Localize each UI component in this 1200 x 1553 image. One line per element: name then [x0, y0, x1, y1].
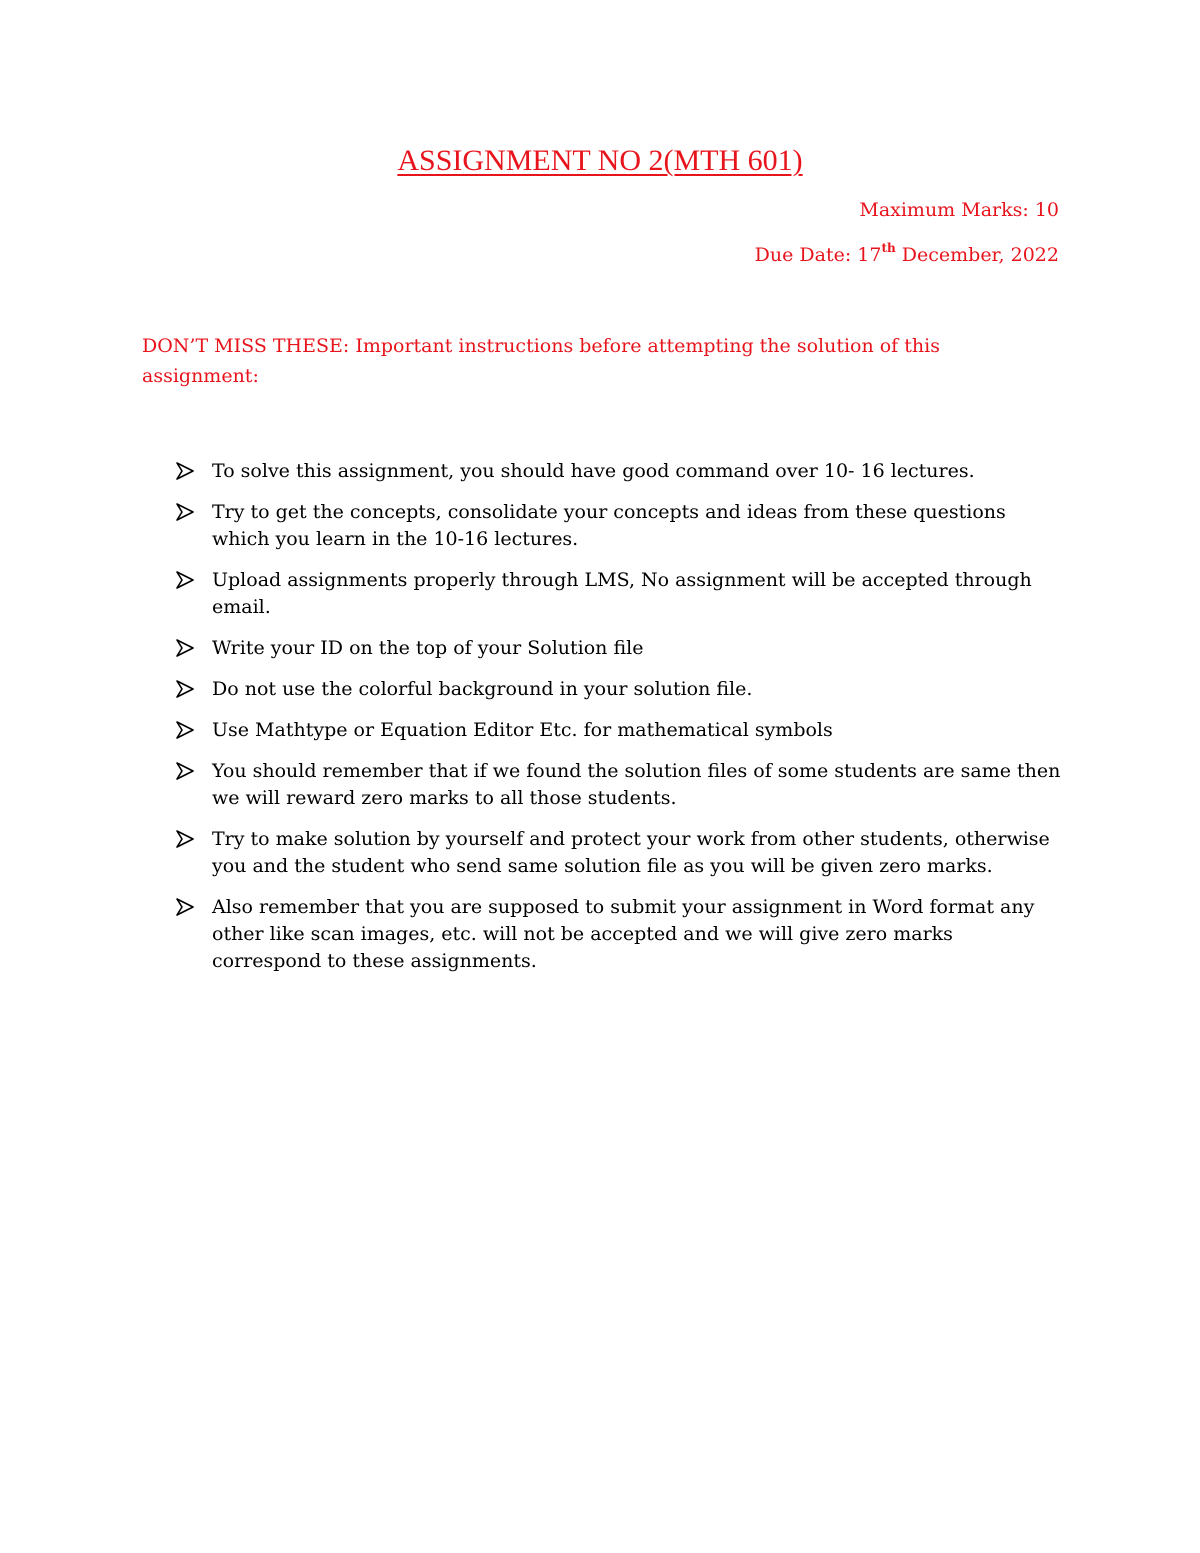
instruction-text: Write your ID on the top of your Solution file	[212, 637, 644, 659]
instruction-item	[142, 499, 1062, 553]
due-date	[755, 242, 1059, 268]
arrowhead-bullet-icon	[176, 680, 194, 698]
arrowhead-bullet-icon	[176, 762, 194, 780]
instruction-text: Try to make solution by yourself and protect your work from other students, otherwise you and the student who send same solution file as you will be given zero marks.	[212, 828, 1050, 877]
instruction-text: You should remember that if we found the solution files of some students are same then we will reward zero marks to all those students.	[212, 760, 1061, 809]
instruction-item	[142, 758, 1062, 812]
instruction-item	[142, 894, 1062, 975]
instruction-item	[142, 826, 1062, 880]
due-date-superscript: th	[881, 241, 896, 255]
important-notice: DON’T MISS THESE: Important instructions before attempting the solution of this assignment:	[142, 335, 940, 387]
instruction-item	[142, 676, 1062, 703]
arrowhead-bullet-icon	[176, 898, 194, 916]
due-date-prefix: Due Date: 17	[754, 244, 882, 266]
instruction-list	[142, 458, 1062, 989]
instruction-text: Try to get the concepts, consolidate your concepts and ideas from these questions which you learn in the 10-16 lectures.	[212, 501, 1006, 550]
arrowhead-bullet-icon	[176, 462, 194, 480]
instruction-text: Upload assignments properly through LMS, No assignment will be accepted through email.	[212, 569, 1032, 618]
instruction-item	[142, 717, 1062, 744]
instruction-item	[142, 458, 1062, 485]
arrowhead-bullet-icon	[176, 639, 194, 657]
arrowhead-bullet-icon	[176, 830, 194, 848]
instruction-text: Use Mathtype or Equation Editor Etc. for mathematical symbols	[212, 719, 833, 741]
instruction-text: Do not use the colorful background in your solution file.	[212, 678, 753, 700]
assignment-title: ASSIGNMENT NO 2(MTH 601)	[397, 144, 803, 177]
arrowhead-bullet-icon	[176, 721, 194, 739]
arrowhead-bullet-icon	[176, 571, 194, 589]
instruction-text: To solve this assignment, you should have good command over 10- 16 lectures.	[212, 460, 975, 482]
instruction-text: Also remember that you are supposed to submit your assignment in Word format any other like scan images, etc. will not be accepted and we will give zero marks correspond to these assignments.	[212, 896, 1035, 972]
instruction-item	[142, 635, 1062, 662]
arrowhead-bullet-icon	[176, 503, 194, 521]
maximum-marks: Maximum Marks: 10	[859, 199, 1059, 221]
due-date-suffix: December, 2022	[895, 244, 1059, 266]
instruction-item	[142, 567, 1062, 621]
